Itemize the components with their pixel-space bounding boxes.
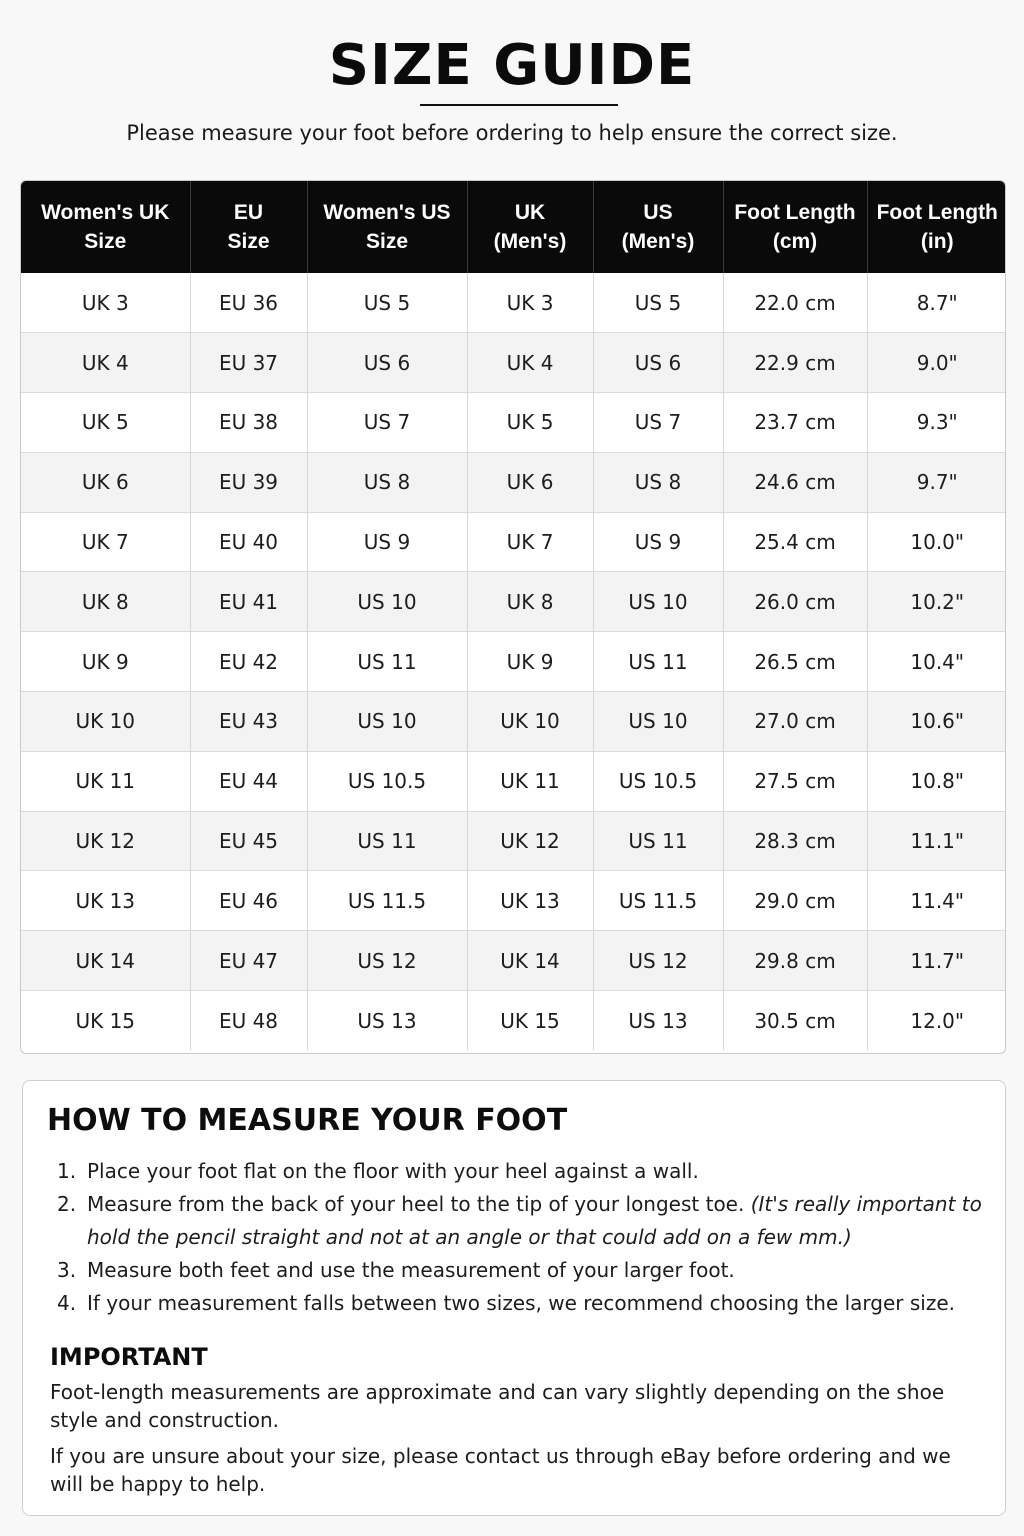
eu-cell: EU 45 — [190, 811, 307, 871]
eu-cell: EU 46 — [190, 871, 307, 931]
uk-mens-cell: UK 4 — [467, 333, 593, 393]
womens-uk-cell: UK 14 — [21, 931, 190, 991]
foot-length-in-cell: 9.0" — [867, 333, 1006, 393]
page-subtitle: Please measure your foot before ordering to help ensure the correct size. — [126, 121, 898, 145]
foot-length-in-cell: 9.3" — [867, 393, 1006, 453]
womens-us-cell: US 10 — [307, 572, 467, 632]
step-text: Measure both feet and use the measurement of your larger foot. — [87, 1258, 735, 1282]
step-number: 4. — [57, 1291, 77, 1315]
us-mens-cell: US 9 — [593, 512, 723, 572]
foot-length-in-cell: 10.8" — [867, 751, 1006, 811]
womens-us-cell: US 8 — [307, 452, 467, 512]
table-row — [21, 692, 1006, 752]
eu-cell: EU 41 — [190, 572, 307, 632]
column-header-womens-uk: Women's UK Size — [21, 181, 190, 273]
womens-us-cell: US 11 — [307, 632, 467, 692]
column-header-us-mens: US (Men's) — [593, 181, 723, 273]
womens-us-cell: US 10.5 — [307, 751, 467, 811]
table-row — [21, 572, 1006, 632]
step-number: 1. — [57, 1159, 77, 1183]
us-mens-cell: US 8 — [593, 452, 723, 512]
eu-cell: EU 39 — [190, 452, 307, 512]
foot-length-in-cell: 9.7" — [867, 452, 1006, 512]
eu-cell: EU 40 — [190, 512, 307, 572]
uk-mens-cell: UK 10 — [467, 692, 593, 752]
title-underline — [420, 104, 618, 106]
column-header-foot-length-in: Foot Length (in) — [867, 181, 1006, 273]
womens-us-cell: US 10 — [307, 692, 467, 752]
eu-cell: EU 43 — [190, 692, 307, 752]
foot-length-in-cell: 10.6" — [867, 692, 1006, 752]
size-table — [21, 181, 1006, 1050]
foot-length-cm-cell: 30.5 cm — [723, 991, 867, 1051]
foot-length-cm-cell: 25.4 cm — [723, 512, 867, 572]
foot-length-in-cell: 10.2" — [867, 572, 1006, 632]
womens-uk-cell: UK 12 — [21, 811, 190, 871]
us-mens-cell: US 10 — [593, 692, 723, 752]
foot-length-cm-cell: 26.0 cm — [723, 572, 867, 632]
important-text-approximate: Foot-length measurements are approximate and can vary slightly depending on the shoe style and construction. — [50, 1380, 945, 1432]
column-header-eu: EU Size — [190, 181, 307, 273]
us-mens-cell: US 10 — [593, 572, 723, 632]
us-mens-cell: US 11 — [593, 811, 723, 871]
page-title: SIZE GUIDE — [328, 33, 696, 98]
foot-length-cm-cell: 24.6 cm — [723, 452, 867, 512]
eu-cell: EU 48 — [190, 991, 307, 1051]
eu-cell: EU 36 — [190, 273, 307, 333]
womens-us-cell: US 9 — [307, 512, 467, 572]
step-note: (It's really important to hold the pencil straight and not at an angle or that could add on a few mm.) — [87, 1192, 982, 1249]
list-item — [57, 1254, 987, 1287]
womens-uk-cell: UK 9 — [21, 632, 190, 692]
womens-us-cell: US 6 — [307, 333, 467, 393]
womens-us-cell: US 11.5 — [307, 871, 467, 931]
womens-uk-cell: UK 5 — [21, 393, 190, 453]
column-header-foot-length-cm: Foot Length (cm) — [723, 181, 867, 273]
column-header-womens-us: Women's US Size — [307, 181, 467, 273]
womens-uk-cell: UK 13 — [21, 871, 190, 931]
important-heading: IMPORTANT — [50, 1343, 208, 1371]
foot-length-in-cell: 8.7" — [916, 290, 958, 315]
us-mens-cell: US 5 — [593, 273, 723, 333]
foot-length-in-cell: 12.0" — [867, 991, 1006, 1051]
womens-us-cell: US 13 — [307, 991, 467, 1051]
table-row — [21, 931, 1006, 991]
foot-length-in-cell: 11.7" — [867, 931, 1006, 991]
us-mens-cell: US 11 — [593, 632, 723, 692]
table-row — [21, 632, 1006, 692]
list-item — [57, 1155, 987, 1188]
uk-mens-cell: UK 9 — [467, 632, 593, 692]
table-row — [21, 333, 1006, 393]
measure-steps-list — [57, 1155, 987, 1320]
uk-mens-cell: UK 13 — [467, 871, 593, 931]
step-text: Place your foot flat on the floor with your heel against a wall. — [87, 1159, 699, 1183]
step-number: 3. — [57, 1258, 77, 1282]
uk-mens-cell: UK 6 — [467, 452, 593, 512]
foot-length-in-cell: 11.1" — [867, 811, 1006, 871]
list-item — [57, 1287, 987, 1320]
uk-mens-cell: UK 14 — [467, 931, 593, 991]
womens-us-cell: US 7 — [307, 393, 467, 453]
measure-heading: HOW TO MEASURE YOUR FOOT — [47, 1103, 568, 1138]
foot-length-cm-cell: 27.0 cm — [723, 692, 867, 752]
womens-us-cell: US 5 — [307, 273, 467, 333]
table-row — [21, 751, 1006, 811]
eu-cell: EU 47 — [190, 931, 307, 991]
foot-length-cm-cell: 22.0 cm — [723, 273, 867, 333]
size-table-container — [20, 180, 1006, 1054]
table-body — [21, 273, 1006, 1050]
womens-uk-cell: UK 6 — [21, 452, 190, 512]
column-header-uk-mens: UK (Men's) — [467, 181, 593, 273]
table-row — [21, 512, 1006, 572]
eu-cell: EU 37 — [190, 333, 307, 393]
womens-uk-cell: UK 10 — [21, 692, 190, 752]
foot-length-in-cell: 11.4" — [867, 871, 1006, 931]
uk-mens-cell: UK 12 — [467, 811, 593, 871]
us-mens-cell: US 6 — [593, 333, 723, 393]
foot-length-cm-cell: 23.7 cm — [723, 393, 867, 453]
uk-mens-cell: UK 3 — [467, 273, 593, 333]
table-row — [21, 811, 1006, 871]
table-row — [21, 991, 1006, 1051]
us-mens-cell: US 7 — [593, 393, 723, 453]
womens-us-cell: US 11 — [307, 811, 467, 871]
important-text-contact: If you are unsure about your size, please contact us through eBay before ordering and we will be happy to help. — [50, 1444, 951, 1496]
womens-uk-cell: UK 3 — [21, 273, 190, 333]
foot-length-cm-cell: 26.5 cm — [723, 632, 867, 692]
table-row — [21, 452, 1006, 512]
uk-mens-cell: UK 8 — [467, 572, 593, 632]
foot-length-cm-cell: 29.0 cm — [723, 871, 867, 931]
table-row — [21, 273, 1006, 333]
foot-length-cm-cell: 22.9 cm — [723, 333, 867, 393]
step-text: Measure from the back of your heel to the tip of your longest toe. — [87, 1192, 751, 1216]
womens-uk-cell: UK 8 — [21, 572, 190, 632]
eu-cell: EU 42 — [190, 632, 307, 692]
uk-mens-cell: UK 7 — [467, 512, 593, 572]
measure-instructions-panel — [22, 1080, 1006, 1516]
us-mens-cell: US 11.5 — [593, 871, 723, 931]
step-text: If your measurement falls between two sizes, we recommend choosing the larger size. — [87, 1291, 956, 1315]
foot-length-cm-cell: 28.3 cm — [723, 811, 867, 871]
foot-length-in-cell: 10.0" — [867, 512, 1006, 572]
us-mens-cell: US 13 — [593, 991, 723, 1051]
womens-uk-cell: UK 11 — [21, 751, 190, 811]
womens-uk-cell: UK 4 — [21, 333, 190, 393]
foot-length-cm-cell: 29.8 cm — [723, 931, 867, 991]
us-mens-cell: US 10.5 — [593, 751, 723, 811]
foot-length-cm-cell: 27.5 cm — [723, 751, 867, 811]
uk-mens-cell: UK 15 — [467, 991, 593, 1051]
eu-cell: EU 44 — [190, 751, 307, 811]
foot-length-in-cell: 10.4" — [867, 632, 1006, 692]
uk-mens-cell: UK 5 — [467, 393, 593, 453]
table-row — [21, 393, 1006, 453]
womens-uk-cell: UK 7 — [21, 512, 190, 572]
step-number: 2. — [57, 1192, 77, 1216]
eu-cell: EU 38 — [190, 393, 307, 453]
table-row — [21, 871, 1006, 931]
table-header-row — [21, 181, 1006, 273]
list-item — [57, 1188, 987, 1254]
us-mens-cell: US 12 — [593, 931, 723, 991]
uk-mens-cell: UK 11 — [467, 751, 593, 811]
womens-us-cell: US 12 — [307, 931, 467, 991]
womens-uk-cell: UK 15 — [21, 991, 190, 1051]
